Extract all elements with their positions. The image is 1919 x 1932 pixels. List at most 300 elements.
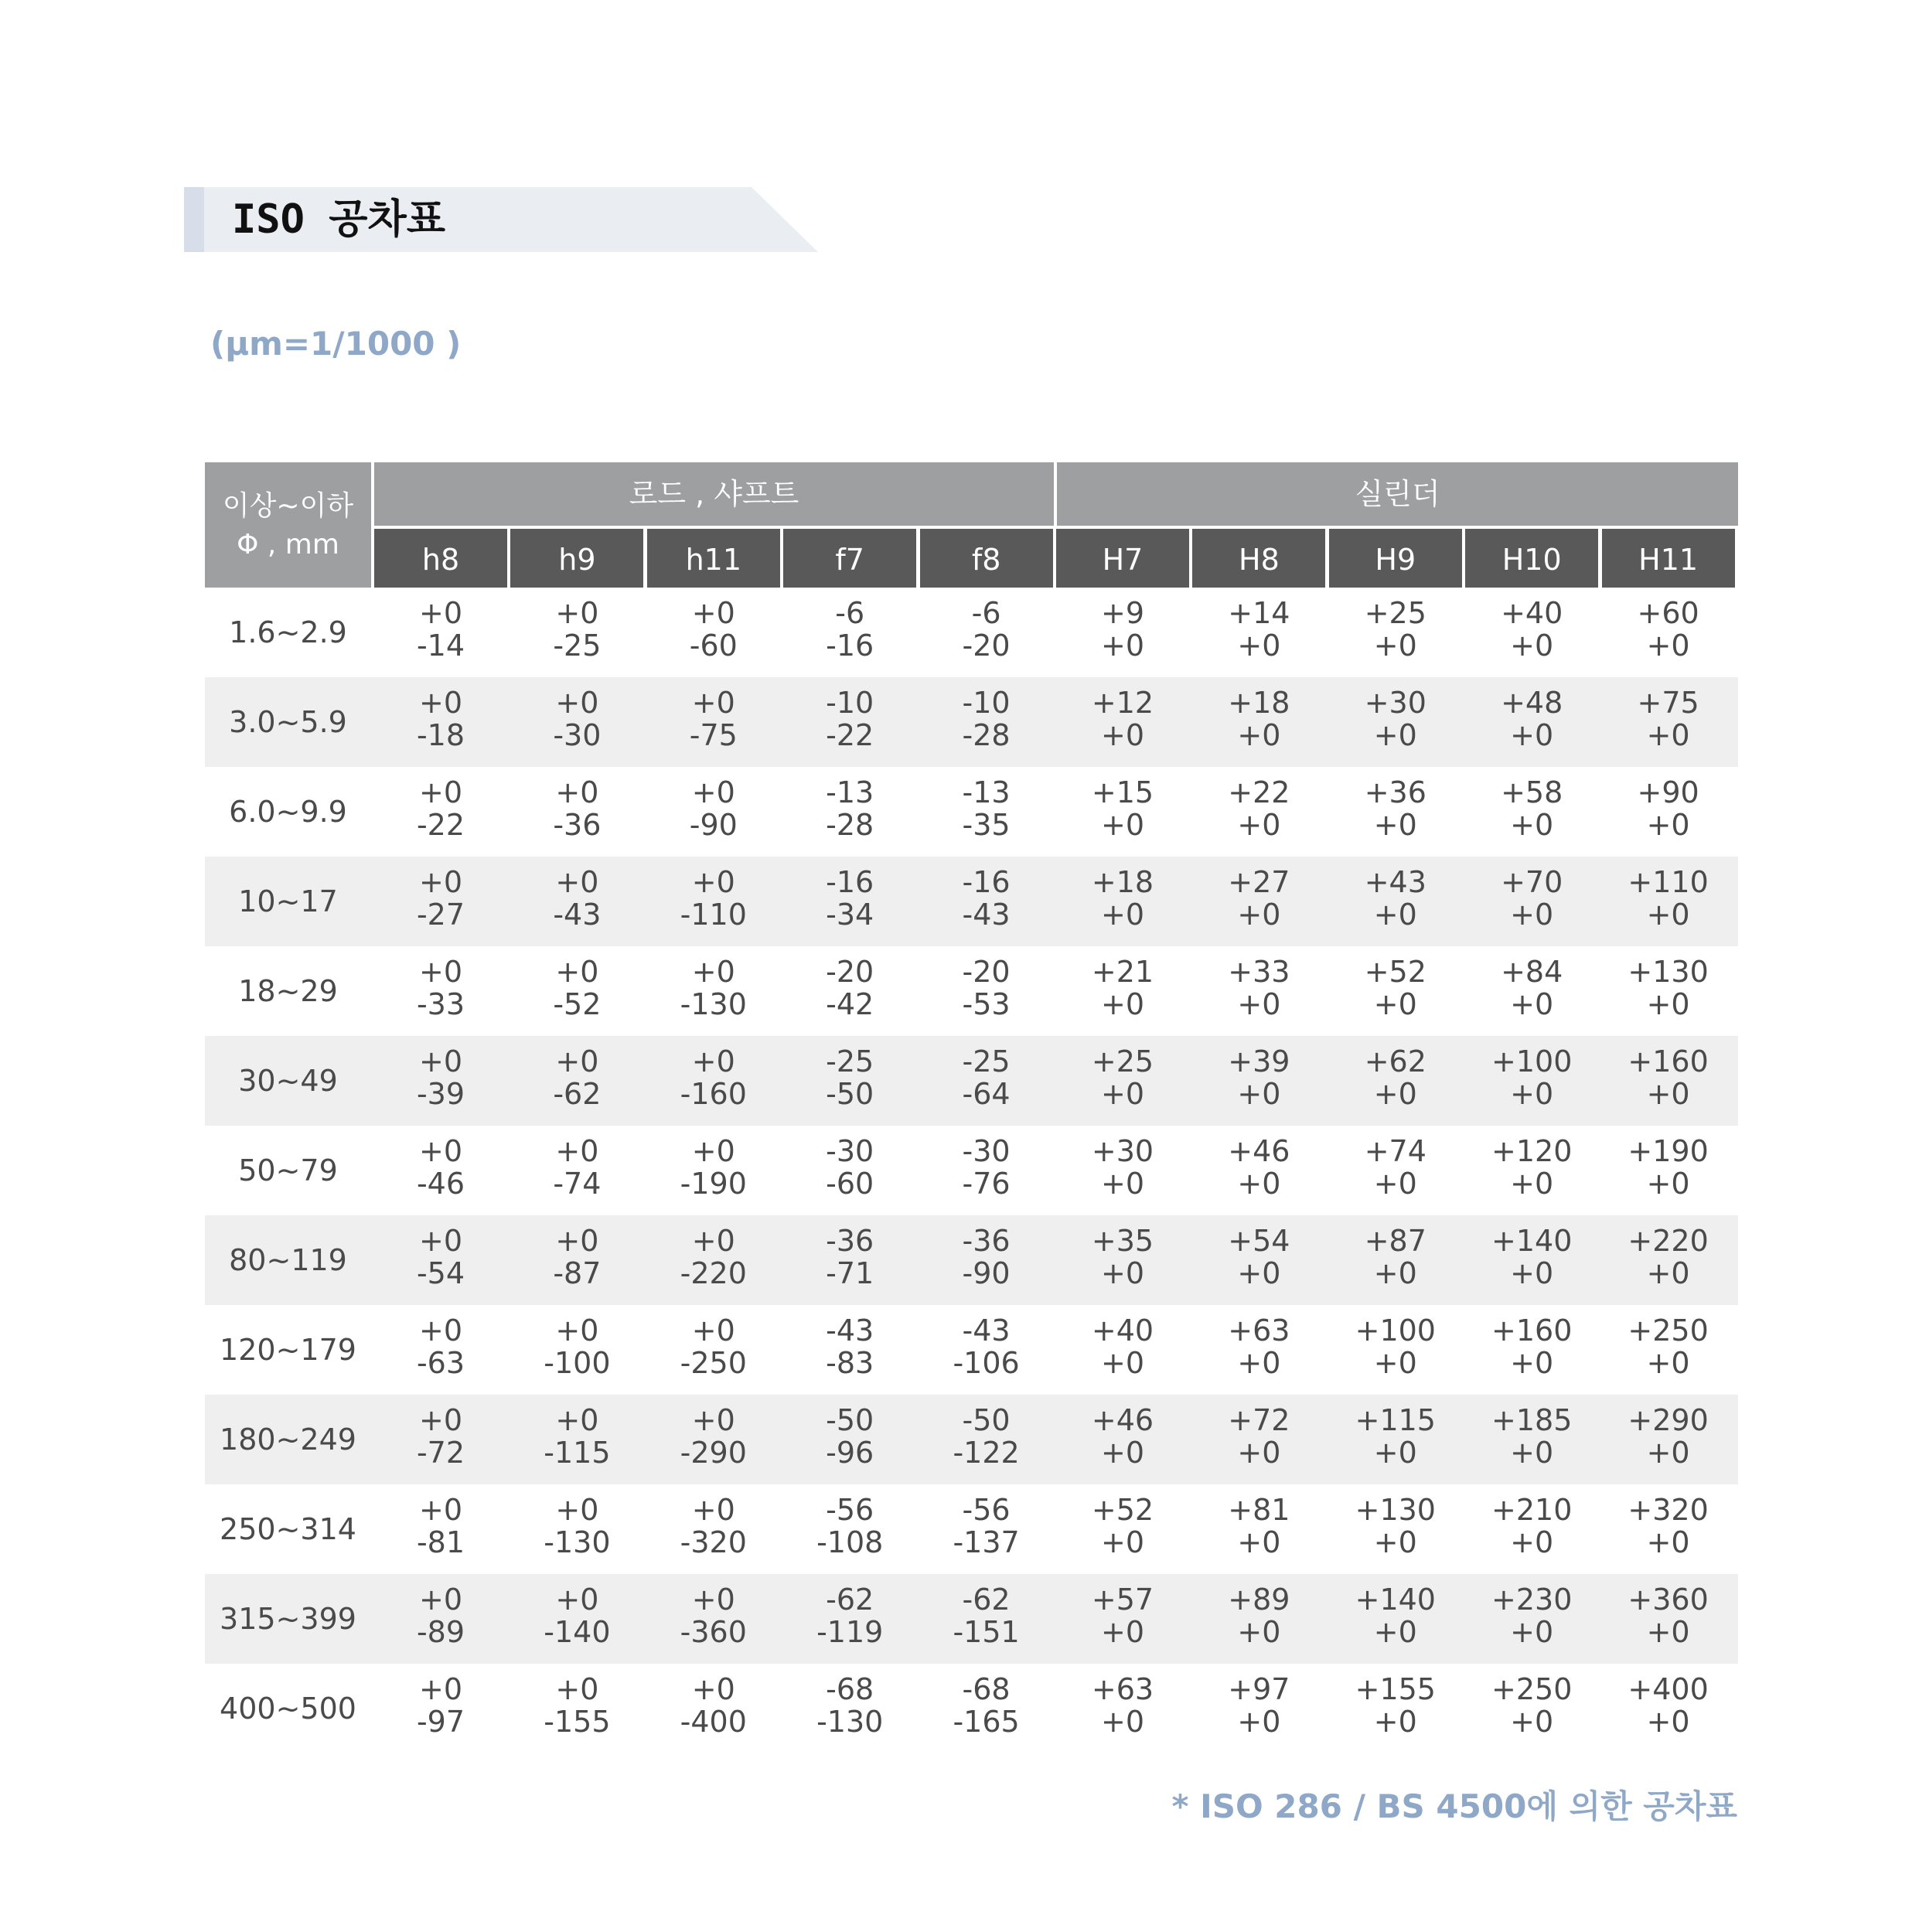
- tolerance-cell: [646, 687, 782, 751]
- lower-deviation: +0: [1373, 808, 1417, 842]
- lower-deviation: +0: [1373, 1705, 1417, 1739]
- lower-deviation: +0: [1510, 1436, 1554, 1470]
- lower-deviation: +0: [1646, 1167, 1690, 1201]
- upper-deviation: +40: [1501, 596, 1563, 630]
- lower-deviation: +0: [1510, 1256, 1554, 1290]
- title-banner: [184, 187, 818, 252]
- tolerance-cell: [373, 1225, 509, 1290]
- lower-deviation: +0: [1373, 718, 1417, 752]
- tolerance-cell: [1464, 956, 1600, 1021]
- upper-deviation: +89: [1228, 1583, 1290, 1617]
- lower-deviation: -71: [826, 1256, 874, 1290]
- table-row: [205, 1574, 1738, 1664]
- lower-deviation: +0: [1646, 1256, 1690, 1290]
- upper-deviation: -56: [826, 1493, 874, 1527]
- table-row: [205, 1484, 1738, 1574]
- tolerance-cell: [373, 956, 509, 1021]
- tolerance-cell: [1328, 1314, 1464, 1379]
- lower-deviation: +0: [1100, 1705, 1145, 1739]
- lower-deviation: -25: [553, 629, 602, 663]
- lower-deviation: -140: [544, 1615, 611, 1649]
- tolerance-cell: [1055, 1045, 1191, 1110]
- range-cell: 30~49: [238, 1064, 338, 1098]
- tolerance-cell: [1600, 866, 1737, 931]
- tolerance-cell: [646, 776, 782, 841]
- lower-deviation: +0: [1510, 1705, 1554, 1739]
- lower-deviation: -151: [953, 1615, 1020, 1649]
- unit-note: (μm=1/1000 ): [210, 325, 462, 363]
- lower-deviation: -33: [416, 987, 465, 1021]
- upper-deviation: -20: [962, 955, 1011, 989]
- tolerance-cell: [1464, 687, 1600, 751]
- tolerance-cell: [1464, 1494, 1600, 1559]
- lower-deviation: +0: [1646, 987, 1690, 1021]
- upper-deviation: +0: [418, 775, 463, 809]
- range-cell: 10~17: [238, 884, 338, 918]
- lower-deviation: -76: [962, 1167, 1011, 1201]
- lower-deviation: +0: [1237, 898, 1281, 932]
- tolerance-cell: [373, 1583, 509, 1648]
- tolerance-cell: [373, 1494, 509, 1559]
- lower-deviation: -100: [544, 1346, 611, 1380]
- tolerance-cell: [919, 1673, 1055, 1738]
- tolerance-cell: [373, 597, 509, 662]
- upper-deviation: +400: [1628, 1672, 1709, 1706]
- tolerance-cell: [646, 1045, 782, 1110]
- lower-deviation: -119: [816, 1615, 884, 1649]
- tolerance-cell: [782, 597, 918, 662]
- lower-deviation: +0: [1237, 1615, 1281, 1649]
- upper-deviation: +0: [691, 1583, 735, 1617]
- upper-deviation: +30: [1091, 1134, 1154, 1168]
- range-cell: 3.0~5.9: [229, 705, 347, 739]
- tolerance-cell: [509, 1225, 645, 1290]
- tolerance-cell: [782, 866, 918, 931]
- tolerance-cell: [919, 1494, 1055, 1559]
- tolerance-cell: [1464, 866, 1600, 931]
- tolerance-cell: [1055, 956, 1191, 1021]
- lower-deviation: -81: [416, 1525, 465, 1559]
- upper-deviation: +0: [418, 686, 463, 720]
- lower-deviation: -36: [553, 808, 602, 842]
- column-header-h10: H10: [1465, 529, 1598, 588]
- tolerance-cell: [1191, 1314, 1327, 1379]
- upper-deviation: +58: [1501, 775, 1563, 809]
- upper-deviation: -36: [962, 1224, 1011, 1258]
- lower-deviation: +0: [1237, 629, 1281, 663]
- lower-deviation: +0: [1510, 1615, 1554, 1649]
- tolerance-cell: [782, 1404, 918, 1469]
- upper-deviation: +0: [555, 1314, 599, 1348]
- tolerance-cell: [919, 1314, 1055, 1379]
- lower-deviation: -74: [553, 1167, 602, 1201]
- lower-deviation: -42: [826, 987, 874, 1021]
- tolerance-cell: [646, 1135, 782, 1200]
- upper-deviation: +25: [1091, 1044, 1154, 1078]
- range-cell: 80~119: [229, 1243, 347, 1277]
- tolerance-cell: [646, 1583, 782, 1648]
- upper-deviation: +27: [1228, 865, 1290, 899]
- lower-deviation: -190: [680, 1167, 747, 1201]
- lower-deviation: +0: [1373, 987, 1417, 1021]
- upper-deviation: -68: [962, 1672, 1011, 1706]
- lower-deviation: -39: [416, 1077, 465, 1111]
- upper-deviation: +18: [1091, 865, 1154, 899]
- lower-deviation: -22: [826, 718, 874, 752]
- tolerance-cell: [782, 1494, 918, 1559]
- lower-deviation: +0: [1646, 1615, 1690, 1649]
- tolerance-cell: [1191, 1135, 1327, 1200]
- tolerance-cell: [919, 1225, 1055, 1290]
- lower-deviation: -16: [826, 629, 874, 663]
- upper-deviation: +0: [418, 865, 463, 899]
- range-cell: 180~249: [220, 1423, 356, 1457]
- tolerance-cell: [373, 1404, 509, 1469]
- upper-deviation: +320: [1628, 1493, 1709, 1527]
- upper-deviation: -20: [826, 955, 874, 989]
- upper-deviation: +0: [691, 686, 735, 720]
- upper-deviation: +0: [555, 1134, 599, 1168]
- tolerance-cell: [1600, 1673, 1737, 1738]
- upper-deviation: +110: [1628, 865, 1709, 899]
- upper-deviation: +14: [1228, 596, 1290, 630]
- lower-deviation: +0: [1100, 1436, 1145, 1470]
- tolerance-cell: [1191, 597, 1327, 662]
- table-row: [205, 677, 1738, 767]
- upper-deviation: +115: [1355, 1403, 1436, 1437]
- upper-deviation: +54: [1228, 1224, 1290, 1258]
- table-row: [205, 946, 1738, 1036]
- upper-deviation: +0: [691, 1403, 735, 1437]
- tolerance-cell: [1600, 597, 1737, 662]
- tolerance-cell: [1464, 776, 1600, 841]
- lower-deviation: -30: [553, 718, 602, 752]
- lower-deviation: +0: [1237, 1705, 1281, 1739]
- table-row: [205, 1215, 1738, 1305]
- upper-deviation: +46: [1228, 1134, 1290, 1168]
- table-row: [205, 588, 1738, 677]
- tolerance-cell: [1600, 1404, 1737, 1469]
- lower-deviation: -28: [962, 718, 1011, 752]
- tolerance-cell: [1055, 1673, 1191, 1738]
- range-header: [205, 462, 371, 588]
- lower-deviation: -320: [680, 1525, 747, 1559]
- tolerance-cell: [782, 956, 918, 1021]
- range-cell: 1.6~2.9: [229, 615, 347, 649]
- lower-deviation: -72: [416, 1436, 465, 1470]
- lower-deviation: +0: [1646, 1705, 1690, 1739]
- column-header-h8: h8: [374, 529, 507, 588]
- table-row: [205, 1036, 1738, 1126]
- tolerance-cell: [1328, 1135, 1464, 1200]
- range-cell: 50~79: [238, 1153, 338, 1187]
- lower-deviation: +0: [1646, 898, 1690, 932]
- upper-deviation: +0: [555, 955, 599, 989]
- lower-deviation: +0: [1373, 1167, 1417, 1201]
- lower-deviation: +0: [1100, 1077, 1145, 1111]
- upper-deviation: +0: [418, 1493, 463, 1527]
- lower-deviation: +0: [1510, 898, 1554, 932]
- tolerance-cell: [1328, 1225, 1464, 1290]
- tolerance-cell: [646, 1673, 782, 1738]
- upper-deviation: +250: [1628, 1314, 1709, 1348]
- lower-deviation: -83: [826, 1346, 874, 1380]
- tolerance-cell: [1055, 1135, 1191, 1200]
- lower-deviation: +0: [1237, 808, 1281, 842]
- upper-deviation: +52: [1364, 955, 1426, 989]
- tolerance-cell: [1055, 866, 1191, 931]
- tolerance-cell: [509, 1673, 645, 1738]
- upper-deviation: -30: [826, 1134, 874, 1168]
- lower-deviation: +0: [1510, 1167, 1554, 1201]
- lower-deviation: +0: [1373, 1436, 1417, 1470]
- lower-deviation: -97: [416, 1705, 465, 1739]
- upper-deviation: -16: [962, 865, 1011, 899]
- upper-deviation: +9: [1100, 596, 1145, 630]
- tolerance-cell: [373, 1135, 509, 1200]
- tolerance-cell: [1328, 776, 1464, 841]
- tolerance-cell: [1055, 597, 1191, 662]
- tolerance-cell: [646, 1404, 782, 1469]
- upper-deviation: +0: [418, 1224, 463, 1258]
- tolerance-cell: [1055, 1583, 1191, 1648]
- lower-deviation: +0: [1237, 1436, 1281, 1470]
- tolerance-cell: [1191, 1404, 1327, 1469]
- lower-deviation: +0: [1646, 1346, 1690, 1380]
- tolerance-cell: [1328, 1673, 1464, 1738]
- upper-deviation: +0: [555, 865, 599, 899]
- upper-deviation: -56: [962, 1493, 1011, 1527]
- lower-deviation: +0: [1237, 1077, 1281, 1111]
- tolerance-cell: [1055, 1314, 1191, 1379]
- lower-deviation: +0: [1237, 1346, 1281, 1380]
- lower-deviation: -89: [416, 1615, 465, 1649]
- lower-deviation: +0: [1237, 1256, 1281, 1290]
- upper-deviation: +0: [691, 596, 735, 630]
- lower-deviation: -54: [416, 1256, 465, 1290]
- upper-deviation: +25: [1364, 596, 1426, 630]
- lower-deviation: -137: [953, 1525, 1020, 1559]
- lower-deviation: -90: [689, 808, 738, 842]
- upper-deviation: +84: [1501, 955, 1563, 989]
- upper-deviation: +0: [418, 1044, 463, 1078]
- upper-deviation: +0: [418, 596, 463, 630]
- group-header-cylinder: 실린더: [1057, 462, 1738, 526]
- upper-deviation: +130: [1355, 1493, 1436, 1527]
- tolerance-cell: [1191, 956, 1327, 1021]
- lower-deviation: +0: [1646, 629, 1690, 663]
- tolerance-cell: [1191, 1225, 1327, 1290]
- range-cell: 18~29: [238, 974, 338, 1008]
- upper-deviation: +63: [1228, 1314, 1290, 1348]
- lower-deviation: +0: [1100, 987, 1145, 1021]
- table-row: [205, 1126, 1738, 1215]
- upper-deviation: -50: [962, 1403, 1011, 1437]
- upper-deviation: -68: [826, 1672, 874, 1706]
- tolerance-cell: [373, 687, 509, 751]
- tolerance-cell: [509, 687, 645, 751]
- lower-deviation: -75: [689, 718, 738, 752]
- lower-deviation: -63: [416, 1346, 465, 1380]
- upper-deviation: +22: [1228, 775, 1290, 809]
- upper-deviation: +0: [418, 1583, 463, 1617]
- lower-deviation: -18: [416, 718, 465, 752]
- tolerance-cell: [1191, 1494, 1327, 1559]
- upper-deviation: +0: [555, 686, 599, 720]
- tolerance-cell: [1055, 1225, 1191, 1290]
- tolerance-cell: [509, 1045, 645, 1110]
- lower-deviation: -165: [953, 1705, 1020, 1739]
- lower-deviation: +0: [1100, 1167, 1145, 1201]
- tolerance-cell: [1191, 1673, 1327, 1738]
- lower-deviation: +0: [1237, 718, 1281, 752]
- upper-deviation: +360: [1628, 1583, 1709, 1617]
- upper-deviation: +185: [1491, 1403, 1573, 1437]
- lower-deviation: +0: [1237, 1167, 1281, 1201]
- upper-deviation: +33: [1228, 955, 1290, 989]
- tolerance-cell: [1600, 1494, 1737, 1559]
- lower-deviation: +0: [1373, 1615, 1417, 1649]
- tolerance-cell: [1328, 597, 1464, 662]
- lower-deviation: +0: [1100, 629, 1145, 663]
- tolerance-cell: [373, 1673, 509, 1738]
- upper-deviation: -36: [826, 1224, 874, 1258]
- table-row: [205, 857, 1738, 946]
- upper-deviation: +97: [1228, 1672, 1290, 1706]
- upper-deviation: +0: [555, 1044, 599, 1078]
- lower-deviation: -53: [962, 987, 1011, 1021]
- upper-deviation: +30: [1364, 686, 1426, 720]
- tolerance-cell: [919, 1404, 1055, 1469]
- lower-deviation: +0: [1373, 1525, 1417, 1559]
- upper-deviation: +43: [1364, 865, 1426, 899]
- upper-deviation: +57: [1091, 1583, 1154, 1617]
- lower-deviation: -20: [962, 629, 1011, 663]
- upper-deviation: -16: [826, 865, 874, 899]
- lower-deviation: +0: [1373, 1346, 1417, 1380]
- lower-deviation: +0: [1100, 898, 1145, 932]
- lower-deviation: +0: [1510, 629, 1554, 663]
- lower-deviation: +0: [1100, 1615, 1145, 1649]
- lower-deviation: -290: [680, 1436, 747, 1470]
- tolerance-cell: [1600, 1135, 1737, 1200]
- range-cell: 400~500: [220, 1692, 356, 1726]
- tolerance-cell: [1464, 1045, 1600, 1110]
- upper-deviation: +60: [1637, 596, 1699, 630]
- tolerance-cell: [646, 597, 782, 662]
- lower-deviation: +0: [1373, 898, 1417, 932]
- upper-deviation: +0: [691, 1493, 735, 1527]
- tolerance-cell: [646, 1314, 782, 1379]
- upper-deviation: +290: [1628, 1403, 1709, 1437]
- tolerance-cell: [646, 866, 782, 931]
- tolerance-cell: [919, 687, 1055, 751]
- table-row: [205, 1395, 1738, 1484]
- upper-deviation: +63: [1091, 1672, 1154, 1706]
- upper-deviation: +75: [1637, 686, 1699, 720]
- upper-deviation: +35: [1091, 1224, 1154, 1258]
- tolerance-cell: [919, 1135, 1055, 1200]
- upper-deviation: +155: [1355, 1672, 1436, 1706]
- column-header-f7: f7: [783, 529, 916, 588]
- tolerance-cell: [1328, 956, 1464, 1021]
- column-header-h8: H8: [1192, 529, 1325, 588]
- upper-deviation: +0: [418, 955, 463, 989]
- tolerance-cell: [1328, 1494, 1464, 1559]
- tolerance-cell: [509, 1135, 645, 1200]
- tolerance-cell: [509, 866, 645, 931]
- upper-deviation: +190: [1628, 1134, 1709, 1168]
- group-header-shaft: 로드 , 샤프트: [374, 462, 1054, 526]
- tolerance-cell: [919, 866, 1055, 931]
- lower-deviation: +0: [1646, 1525, 1690, 1559]
- upper-deviation: -13: [826, 775, 874, 809]
- tolerance-cell: [782, 1583, 918, 1648]
- range-cell: 250~314: [220, 1512, 356, 1546]
- tolerance-cell: [1055, 687, 1191, 751]
- upper-deviation: +0: [691, 1224, 735, 1258]
- upper-deviation: +36: [1364, 775, 1426, 809]
- upper-deviation: -50: [826, 1403, 874, 1437]
- upper-deviation: +0: [555, 1672, 599, 1706]
- upper-deviation: -43: [962, 1314, 1011, 1348]
- tolerance-cell: [509, 776, 645, 841]
- upper-deviation: +0: [691, 1314, 735, 1348]
- tolerance-cell: [782, 1673, 918, 1738]
- upper-deviation: +0: [555, 1493, 599, 1527]
- upper-deviation: -62: [962, 1583, 1011, 1617]
- lower-deviation: -155: [544, 1705, 611, 1739]
- tolerance-cell: [1600, 1314, 1737, 1379]
- upper-deviation: +0: [555, 1224, 599, 1258]
- upper-deviation: +100: [1491, 1044, 1573, 1078]
- lower-deviation: +0: [1510, 718, 1554, 752]
- upper-deviation: -13: [962, 775, 1011, 809]
- tolerance-cell: [1600, 956, 1737, 1021]
- lower-deviation: -108: [816, 1525, 884, 1559]
- lower-deviation: +0: [1100, 718, 1145, 752]
- tolerance-cell: [1600, 1583, 1737, 1648]
- upper-deviation: +0: [555, 775, 599, 809]
- lower-deviation: -130: [816, 1705, 884, 1739]
- upper-deviation: +160: [1491, 1314, 1573, 1348]
- lower-deviation: +0: [1100, 808, 1145, 842]
- page-title: ISO 공차표: [232, 196, 445, 243]
- tolerance-cell: [509, 1314, 645, 1379]
- column-header-h9: h9: [510, 529, 643, 588]
- tolerance-cell: [1191, 1045, 1327, 1110]
- upper-deviation: -10: [826, 686, 874, 720]
- upper-deviation: +230: [1491, 1583, 1573, 1617]
- tolerance-cell: [1464, 1135, 1600, 1200]
- upper-deviation: +140: [1491, 1224, 1573, 1258]
- lower-deviation: -160: [680, 1077, 747, 1111]
- upper-deviation: -30: [962, 1134, 1011, 1168]
- upper-deviation: +120: [1491, 1134, 1573, 1168]
- tolerance-cell: [1464, 1225, 1600, 1290]
- upper-deviation: +0: [555, 596, 599, 630]
- tolerance-cell: [919, 1583, 1055, 1648]
- upper-deviation: +0: [555, 1583, 599, 1617]
- upper-deviation: +74: [1364, 1134, 1426, 1168]
- lower-deviation: +0: [1646, 718, 1690, 752]
- lower-deviation: -96: [826, 1436, 874, 1470]
- upper-deviation: +15: [1091, 775, 1154, 809]
- tolerance-cell: [1055, 1404, 1191, 1469]
- lower-deviation: -43: [962, 898, 1011, 932]
- tolerance-cell: [509, 597, 645, 662]
- lower-deviation: +0: [1100, 1256, 1145, 1290]
